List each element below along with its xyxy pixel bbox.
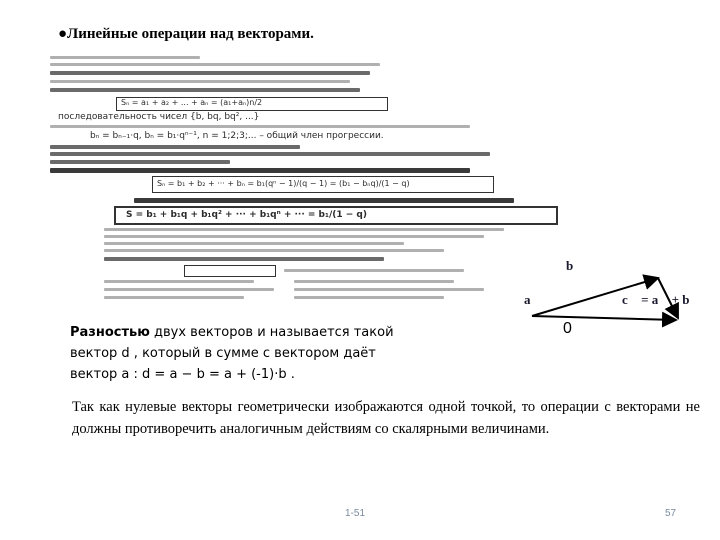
definition-line-2: вектор d , который в сумме с вектором даёт bbox=[70, 346, 376, 361]
formula-box-2 bbox=[152, 176, 494, 193]
label-b: b⃗ bbox=[566, 258, 584, 273]
formula-box-4 bbox=[184, 265, 276, 277]
definition-line-3: вектор a : d = a − b = a + (-1)·b . bbox=[70, 367, 295, 382]
footer-page-number: 57 bbox=[665, 508, 677, 519]
formula-text-1: Sₙ = a₁ + a₂ + ... + aₙ = (a₁+aₙ)n/2 bbox=[121, 98, 263, 107]
zero-label: 0 bbox=[563, 320, 572, 337]
vector-c-arrow bbox=[532, 316, 676, 320]
label-a: a⃗ bbox=[524, 292, 541, 307]
slide-title: ●Линейные операции над векторами. bbox=[58, 26, 314, 42]
scanned-formulas-image bbox=[44, 52, 564, 310]
sequence-label: последовательность чисел {b, bq, bq², ...} bbox=[58, 112, 260, 122]
formula-box-3 bbox=[114, 206, 558, 225]
formula-box-1 bbox=[116, 97, 388, 111]
definition-bold-term: Разностью bbox=[70, 325, 150, 340]
label-c-equals-a-plus-b: c⃗ = a⃗ + b⃗ bbox=[622, 292, 700, 307]
definition-line-1-rest: двух векторов и называется такой bbox=[149, 325, 394, 340]
sum-formula-text: Sₙ = b₁ + b₂ + ··· + bₙ = b₁(qⁿ − 1)/(q − 1) = (b₁ − bₙq)/(1 − q) bbox=[157, 179, 410, 188]
footer-slide-ref: 1-51 bbox=[345, 508, 366, 519]
infinite-sum-text: S = b₁ + b₁q + b₁q² + ··· + b₁qⁿ + ··· = b₁/(1 − q) bbox=[126, 210, 367, 220]
difference-definition bbox=[70, 322, 470, 385]
zero-vector-paragraph: Так как нулевые векторы геометрически изображаются одной точкой, то операции с векторами не должны противоречить аналогичным действиям со скалярными величинами. bbox=[72, 399, 700, 437]
definition-line-1 bbox=[70, 322, 470, 343]
general-term-text: bₙ = bₙ₋₁·q, bₙ = b₁·qⁿ⁻¹, n = 1;2;3;... – общий член прогрессии. bbox=[90, 131, 384, 141]
